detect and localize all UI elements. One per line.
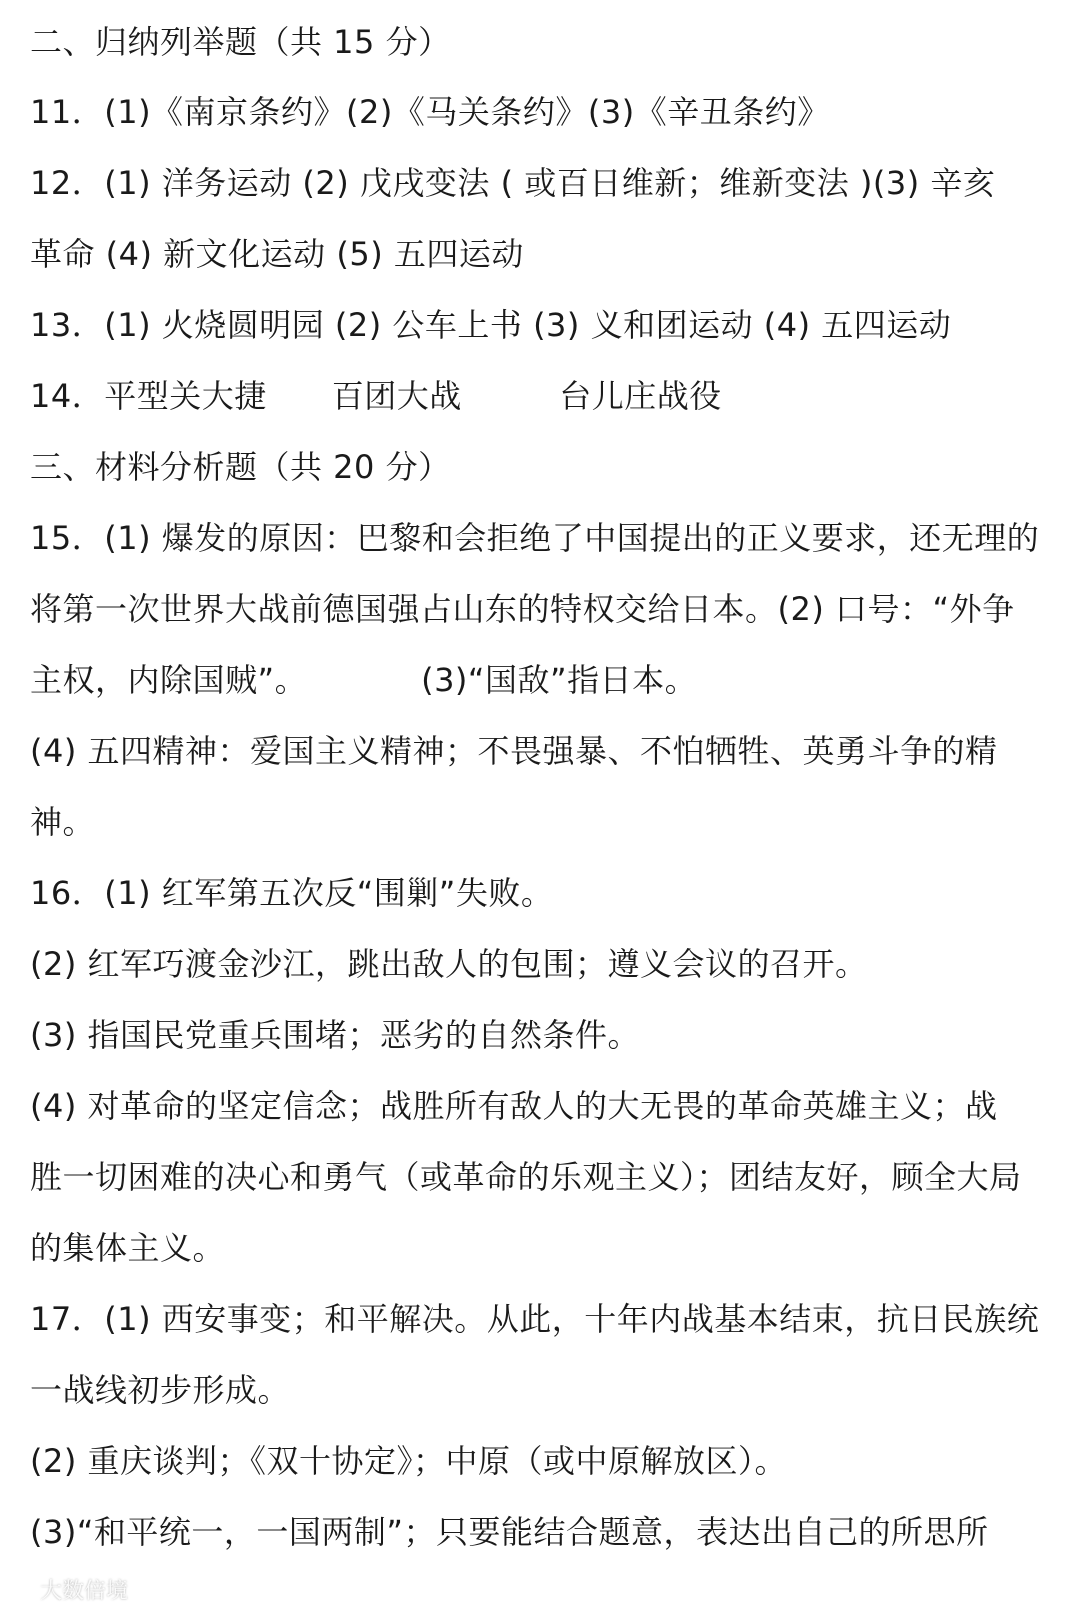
- answer-17-line-4: (3)“和平统一，一国两制”；只要能结合题意，表达出自己的所思所: [30, 1513, 989, 1551]
- answer-16-line-5: 胜一切困难的决心和勇气（或革命的乐观主义）；团结友好，顾全大局: [30, 1158, 1022, 1196]
- answer-17-line-2: 一战线初步形成。: [30, 1371, 291, 1409]
- answer-11: 11．(1)《南京条约》(2)《马关条约》(3)《辛丑条约》: [30, 93, 830, 131]
- answer-16-line-4: (4) 对革命的坚定信念；战胜所有敌人的大无畏的革命英雄主义；战: [30, 1087, 998, 1125]
- section-3-heading: 三、材料分析题（共 20 分）: [30, 448, 451, 486]
- answer-14: 14．平型关大捷 百团大战 台儿庄战役: [30, 377, 722, 415]
- answer-15-line-2: 将第一次世界大战前德国强占山东的特权交给日本。(2) 口号：“外争: [30, 590, 1015, 628]
- answer-12-line-1: 12．(1) 洋务运动 (2) 戊戌变法 ( 或百日维新；维新变法 )(3) 辛亥: [30, 164, 996, 202]
- answer-15-line-1: 15．(1) 爆发的原因：巴黎和会拒绝了中国提出的正义要求，还无理的: [30, 519, 1040, 557]
- answer-16-line-3: (3) 指国民党重兵围堵；恶劣的自然条件。: [30, 1016, 641, 1054]
- watermark: [0, 1572, 128, 1606]
- watermark-text: 大数倍境: [40, 1578, 129, 1604]
- answer-16-line-1: 16．(1) 红军第五次反“围剿”失败。: [30, 874, 554, 912]
- answer-16-line-6: 的集体主义。: [30, 1229, 226, 1267]
- section-2-heading: 二、归纳列举题（共 15 分）: [30, 23, 451, 61]
- answer-15-line-5: 神。: [30, 803, 96, 841]
- answer-17-line-3: (2) 重庆谈判；《双十协定》；中原（或中原解放区）。: [30, 1442, 788, 1480]
- answer-15-line-3: 主权，内除国贼”。 (3)“国敌”指日本。: [30, 661, 698, 699]
- answer-12-line-2: 革命 (4) 新文化运动 (5) 五四运动: [30, 235, 524, 273]
- answer-13: 13．(1) 火烧圆明园 (2) 公车上书 (3) 义和团运动 (4) 五四运动: [30, 306, 952, 344]
- watermark-logo-icon: [8, 1576, 34, 1602]
- answer-16-line-2: (2) 红军巧渡金沙江，跳出敌人的包围；遵义会议的召开。: [30, 945, 868, 983]
- answer-17-line-1: 17．(1) 西安事变；和平解决。从此，十年内战基本结束，抗日民族统: [30, 1300, 1040, 1338]
- answer-15-line-4: (4) 五四精神：爱国主义精神；不畏强暴、不怕牺牲、英勇斗争的精: [30, 732, 998, 770]
